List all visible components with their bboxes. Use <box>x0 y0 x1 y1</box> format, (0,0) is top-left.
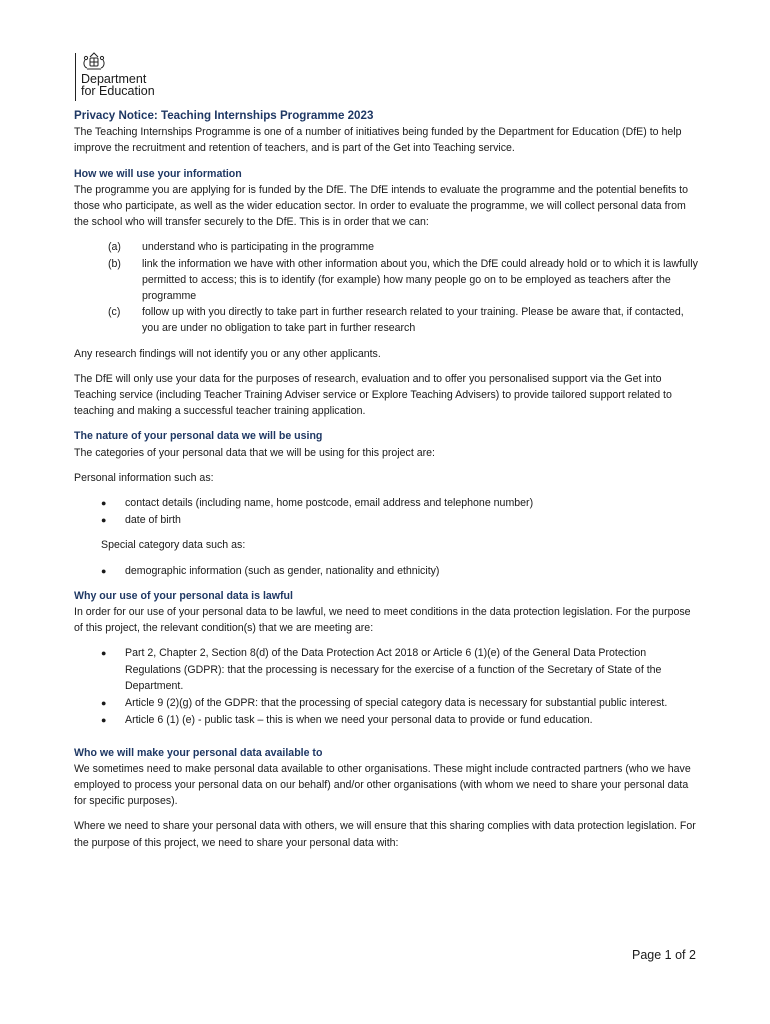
list-marker: (c) <box>108 306 121 319</box>
sharing-paragraph-1: We sometimes need to make personal data available to other organisations. These might include contracted partners (who we have employed to process your personal data on our behalf) and/or other organisations (with whom we need to share your personal data for specific purposes). <box>74 762 691 808</box>
logo-line-2: for Education <box>81 84 155 98</box>
use-paragraph-3: The DfE will only use your data for the purposes of research, evaluation and to offer you personalised support via the Get into Teaching service (including Teacher Training Adviser service or Explore Teaching Advisers) to provide tailored support related to teaching and making a successful teacher training application. <box>74 372 672 418</box>
list-item-text: Article 6 (1) (e) - public task – this is when we need your personal data to provide or fund education. <box>125 714 593 727</box>
bullet-icon: ● <box>101 498 107 509</box>
list-item <box>74 512 702 528</box>
use-paragraph-2: Any research findings will not identify you or any other applicants. <box>74 347 381 360</box>
list-item-text: Part 2, Chapter 2, Section 8(d) of the Data Protection Act 2018 or Article 6 (1)(e) of the General Data Protection Regulations (GDPR): that the processing is necessary for the exercise of a function of the Secretary of State of the Department. <box>125 647 662 692</box>
document-body <box>74 108 702 860</box>
list-item <box>74 256 702 305</box>
list-marker: (b) <box>108 257 121 270</box>
list-item <box>74 712 702 728</box>
bullet-icon: ● <box>101 648 107 659</box>
list-item-text: Article 9 (2)(g) of the GDPR: that the processing of special category data is necessary for substantial public interest. <box>125 697 668 710</box>
section-heading-use: How we will use your information <box>74 167 242 180</box>
page-number: Page 1 of 2 <box>632 948 696 962</box>
list-item-text: link the information we have with other information about you, which the DfE could already hold or to which it is lawfully permitted to access; this is to identify (for example) how many people go on to be employed as teachers after the programme <box>142 257 698 303</box>
dfe-logo <box>75 51 155 101</box>
bullet-icon: ● <box>101 715 107 726</box>
list-item <box>74 645 702 694</box>
section-heading-sharing: Who we will make your personal data available to <box>74 746 323 759</box>
section-heading-nature: The nature of your personal data we will be using <box>74 430 323 443</box>
special-category-list <box>74 563 702 579</box>
nature-paragraph-2: Personal information such as: <box>74 471 214 484</box>
bullet-icon: ● <box>101 698 107 709</box>
list-item-text: contact details (including name, home postcode, email address and telephone number) <box>125 497 534 510</box>
list-item <box>74 695 702 711</box>
document-title: Privacy Notice: Teaching Internships Programme 2023 <box>74 109 374 122</box>
special-category-label: Special category data such as: <box>101 539 246 552</box>
intro-paragraph: The Teaching Internships Programme is one of a number of initiatives being funded by the Department for Education (DfE) to help improve the recruitment and retention of teachers, and is part of the Get into Teaching service. <box>74 126 682 155</box>
list-item-text: demographic information (such as gender, nationality and ethnicity) <box>125 564 440 577</box>
section-heading-lawful: Why our use of your personal data is lawful <box>74 589 293 602</box>
lawful-conditions-list <box>74 645 702 728</box>
list-item <box>74 563 702 579</box>
list-item-text: understand who is participating in the programme <box>142 241 375 254</box>
logo-divider <box>75 53 76 101</box>
list-marker: (a) <box>108 241 121 254</box>
bullet-icon: ● <box>101 515 107 526</box>
logo-line-1: Department <box>81 72 147 86</box>
sharing-paragraph-2: Where we need to share your personal data with others, we will ensure that this sharing complies with data protection legislation. For the purpose of this project, we need to share your personal data with: <box>74 820 696 849</box>
list-item <box>74 304 702 336</box>
personal-info-list <box>74 495 702 528</box>
lawful-paragraph-1: In order for our use of your personal data to be lawful, we need to meet conditions in the data protection legislation. For the purpose of this project, the relevant condition(s) that we are meeting are: <box>74 606 691 635</box>
nature-paragraph-1: The categories of your personal data that we will be using for this project are: <box>74 446 435 459</box>
list-item <box>74 239 702 255</box>
use-paragraph-1: The programme you are applying for is funded by the DfE. The DfE intends to evaluate the programme and the potential benefits to those who participate, as well as the wider education sector. In order to evaluate the programme, we will collect personal data from the school who will transfer securely to the DfE. This is in order that we can: <box>74 183 689 229</box>
royal-crest-icon <box>81 51 107 73</box>
list-item-text: follow up with you directly to take part in further research related to your training. Please be aware that, if contacted, you are under no obligation to take part in further research <box>142 306 684 335</box>
purpose-list <box>74 239 702 336</box>
list-item-text: date of birth <box>125 514 181 527</box>
list-item <box>74 495 702 511</box>
bullet-icon: ● <box>101 565 107 576</box>
